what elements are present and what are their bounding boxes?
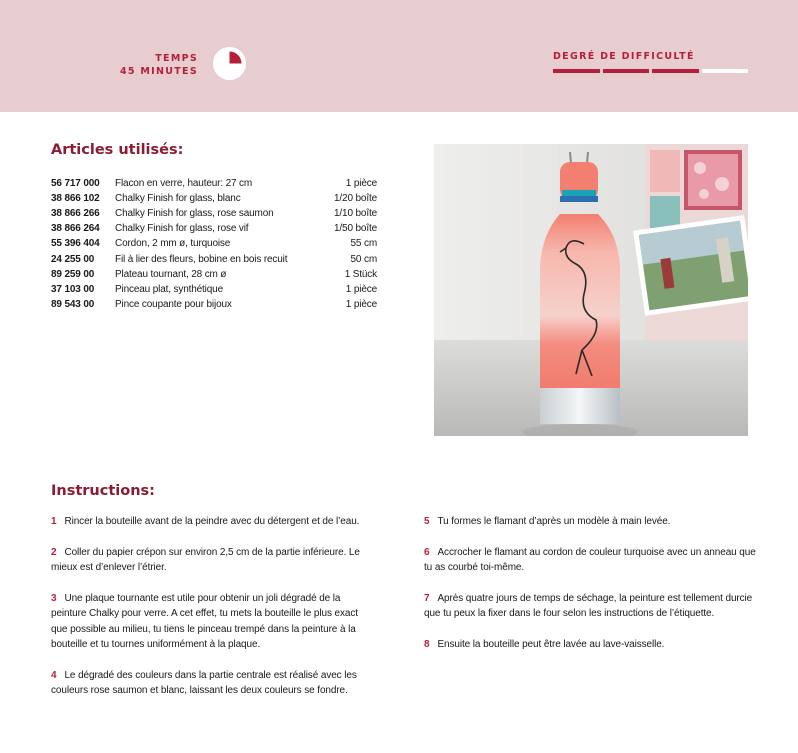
article-code: 55 396 404: [51, 238, 100, 250]
article-row: [51, 251, 377, 266]
article-row: [51, 221, 377, 236]
article-description: Chalky Finish for glass, rose saumon: [115, 208, 274, 220]
step-number: 5: [424, 516, 430, 527]
article-description: Pinceau plat, synthétique: [115, 283, 223, 295]
instructions-heading: Instructions:: [51, 483, 155, 499]
article-code: 38 866 102: [51, 193, 100, 205]
step-text: Accrocher le flamant au cordon de couleur turquoise avec un anneau que tu as courbé toi-même.: [424, 546, 756, 573]
instructions-column-right: [424, 514, 758, 667]
article-code: 56 717 000: [51, 178, 100, 190]
article-description: Fil à lier des fleurs, bobine en bois recuit: [115, 253, 288, 265]
time-block: [120, 52, 198, 78]
article-description: Cordon, 2 mm ø, turquoise: [115, 238, 231, 250]
instruction-step: [424, 545, 758, 576]
step-number: 8: [424, 638, 430, 650]
article-code: 89 259 00: [51, 268, 95, 280]
step-number: 4: [51, 669, 57, 681]
article-description: Flacon en verre, hauteur: 27 cm: [115, 178, 253, 190]
article-row: [51, 267, 377, 282]
article-quantity: 1/10 boîte: [334, 208, 377, 220]
article-row: [51, 236, 377, 251]
difficulty-label: DEGRÉ DE DIFFICULTÉ: [553, 51, 695, 62]
article-row: [51, 191, 377, 206]
step-number: 2: [51, 546, 57, 558]
step-text: Tu formes le flamant d’après un modèle à main levée.: [437, 516, 671, 527]
article-quantity: 1 pièce: [345, 298, 377, 310]
difficulty-meter: [553, 69, 748, 73]
article-quantity: 1/50 boîte: [334, 223, 377, 235]
step-text: Rincer la bouteille avant de la peindre avec du détergent et de l’eau.: [64, 516, 360, 527]
article-description: Pince coupante pour bijoux: [115, 298, 232, 310]
step-text: Ensuite la bouteille peut être lavée au lave-vaisselle.: [437, 638, 665, 650]
instruction-step: [424, 591, 758, 622]
article-description: Chalky Finish for glass, blanc: [115, 193, 241, 205]
article-description: Chalky Finish for glass, rose vif: [115, 223, 249, 235]
article-quantity: 1/20 boîte: [334, 193, 377, 205]
step-number: 6: [424, 546, 430, 558]
instructions-column-left: [51, 514, 371, 714]
step-text: Une plaque tournante est utile pour obtenir un joli dégradé de la peinture Chalky pour verre. A cet effet, tu mets la bouteille le plus exact que possible au milieu, tu tiens le pinceau trempé dans la peinture à la bouteille et tu tournes uniformément à la plaque.: [51, 592, 358, 650]
difficulty-segment: [702, 69, 749, 73]
article-code: 37 103 00: [51, 283, 95, 295]
instruction-step: [51, 545, 371, 576]
difficulty-segment: [652, 69, 699, 73]
step-number: 7: [424, 592, 430, 604]
difficulty-segment: [603, 69, 650, 73]
clock-icon: [213, 47, 246, 80]
article-code: 38 866 264: [51, 223, 100, 235]
article-row: [51, 176, 377, 191]
instruction-step: [51, 514, 371, 530]
step-number: 1: [51, 516, 57, 527]
article-row: [51, 206, 377, 221]
instruction-step: [424, 514, 758, 530]
article-quantity: 50 cm: [350, 253, 377, 265]
article-code: 89 543 00: [51, 298, 95, 310]
article-row: [51, 297, 377, 312]
article-quantity: 1 Stück: [344, 268, 377, 280]
instruction-step: [424, 637, 758, 653]
difficulty-segment: [553, 69, 600, 73]
time-value: 45 MINUTES: [120, 66, 198, 77]
instruction-step: [51, 591, 371, 653]
difficulty-block: [553, 51, 748, 73]
article-quantity: 1 pièce: [345, 283, 377, 295]
article-description: Plateau tournant, 28 cm ø: [115, 268, 227, 280]
article-row: [51, 282, 377, 297]
article-quantity: 55 cm: [350, 238, 377, 250]
step-text: Le dégradé des couleurs dans la partie centrale est réalisé avec les couleurs rose saumon et blanc, laissant les deux couleurs se fondre.: [51, 669, 357, 696]
article-code: 24 255 00: [51, 253, 95, 265]
product-photo: [434, 144, 748, 436]
step-text: Coller du papier crépon sur environ 2,5 cm de la partie inférieure. Le mieux est d’enlever l’étrier.: [51, 546, 360, 573]
articles-list: [51, 176, 377, 312]
instruction-step: [51, 668, 371, 699]
step-text: Après quatre jours de temps de séchage, la peinture est tellement durcie que tu peux la fixer dans le four selon les instructions de l’étiquette.: [424, 592, 753, 619]
step-number: 3: [51, 592, 57, 604]
time-label: TEMPS: [155, 53, 198, 64]
articles-heading: Articles utilisés:: [51, 142, 184, 158]
article-quantity: 1 pièce: [345, 178, 377, 190]
article-code: 38 866 266: [51, 208, 100, 220]
